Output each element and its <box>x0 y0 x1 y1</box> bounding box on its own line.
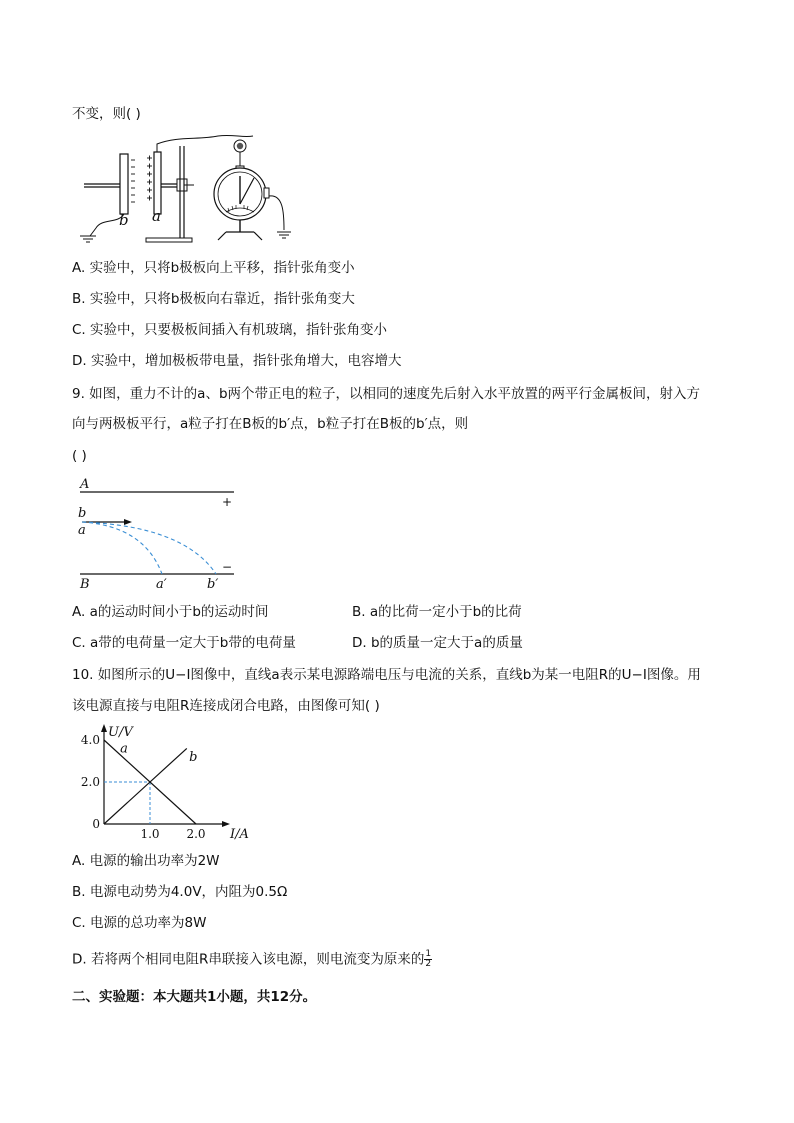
y-axis-label: U/V <box>108 725 133 740</box>
a-prime-label: a′ <box>156 577 167 592</box>
q10-option-c: C. 电源的总功率为8W <box>72 915 207 931</box>
q10-option-b: B. 电源电动势为4.0V，内阻为0.5Ω <box>72 884 288 900</box>
u-i-chart <box>70 724 250 842</box>
y-tick-label: 2.0 <box>80 775 100 789</box>
y-tick-label: 4.0 <box>80 733 100 747</box>
q8-option-a: A. 实验中，只将b极板向上平移，指针张角变小 <box>72 260 355 276</box>
fraction-one-half <box>424 950 432 969</box>
x-tick-label: 1.0 <box>140 827 160 841</box>
q8-intro: 不变，则( ) <box>72 106 141 122</box>
particle-b-label: b <box>78 506 87 521</box>
q10-option-d <box>72 950 432 969</box>
plate-A-label: A <box>80 477 90 492</box>
q9-option-c: C. a带的电荷量一定大于b带的电荷量 <box>72 635 296 651</box>
minus-label: − <box>222 560 233 574</box>
q10-option-d-text: D. 若将两个相同电阻R串联接入该电源，则电流变为原来的 <box>72 951 425 968</box>
particle-a-label: a <box>78 523 86 538</box>
parallel-plates-figure <box>74 474 244 592</box>
fraction-denominator: 2 <box>425 959 432 969</box>
label-b: b <box>119 211 129 229</box>
x-tick-label: 2.0 <box>186 827 206 841</box>
section-2-heading: 二、实验题：本大题共1小题，共12分。 <box>72 989 317 1005</box>
series-label-a: a <box>120 741 128 757</box>
q9-option-b: B. a的比荷一定小于b的比荷 <box>352 604 522 620</box>
plate-B-label: B <box>80 577 90 592</box>
q9-option-a: A. a的运动时间小于b的运动时间 <box>72 604 269 620</box>
q9-option-d: D. b的质量一定大于a的质量 <box>352 635 523 651</box>
q8-option-c: C. 实验中，只要极板间插入有机玻璃，指针张角变小 <box>72 322 388 338</box>
series-line-b <box>104 748 187 824</box>
q9-stem-line1: 9. 如图，重力不计的a、b两个带正电的粒子，以相同的速度先后射入水平放置的两平行金属板间，射入方 <box>72 386 701 402</box>
b-prime-label: b′ <box>207 577 219 592</box>
electroscope-figure <box>78 132 308 246</box>
q8-option-b: B. 实验中，只将b极板向右靠近，指针张角变大 <box>72 291 355 307</box>
q9-stem-line2: 向与两极板平行，a粒子打在B板的b′点，b粒子打在B板的b′点，则 <box>72 416 469 432</box>
fraction-numerator: 1 <box>425 949 432 959</box>
q10-stem-line2: 该电源直接与电阻R连接成闭合电路，由图像可知( ) <box>72 698 380 714</box>
series-label-b: b <box>189 750 198 765</box>
q9-paren: ( ) <box>72 448 87 464</box>
label-a: a <box>152 207 161 225</box>
q8-option-d: D. 实验中，增加极板带电量，指针张角增大，电容增大 <box>72 353 402 369</box>
y-tick-label: 0 <box>92 817 100 831</box>
x-axis-label: I/A <box>230 827 249 842</box>
x-axis-arrow <box>222 821 230 827</box>
y-axis-arrow <box>101 724 107 732</box>
plus-label: + <box>222 495 233 509</box>
q10-option-a: A. 电源的输出功率为2W <box>72 853 220 869</box>
q10-stem-line1: 10. 如图所示的U−I图像中，直线a表示某电源路端电压与电流的关系，直线b为某一电阻R的U−I图像。用 <box>72 667 701 683</box>
